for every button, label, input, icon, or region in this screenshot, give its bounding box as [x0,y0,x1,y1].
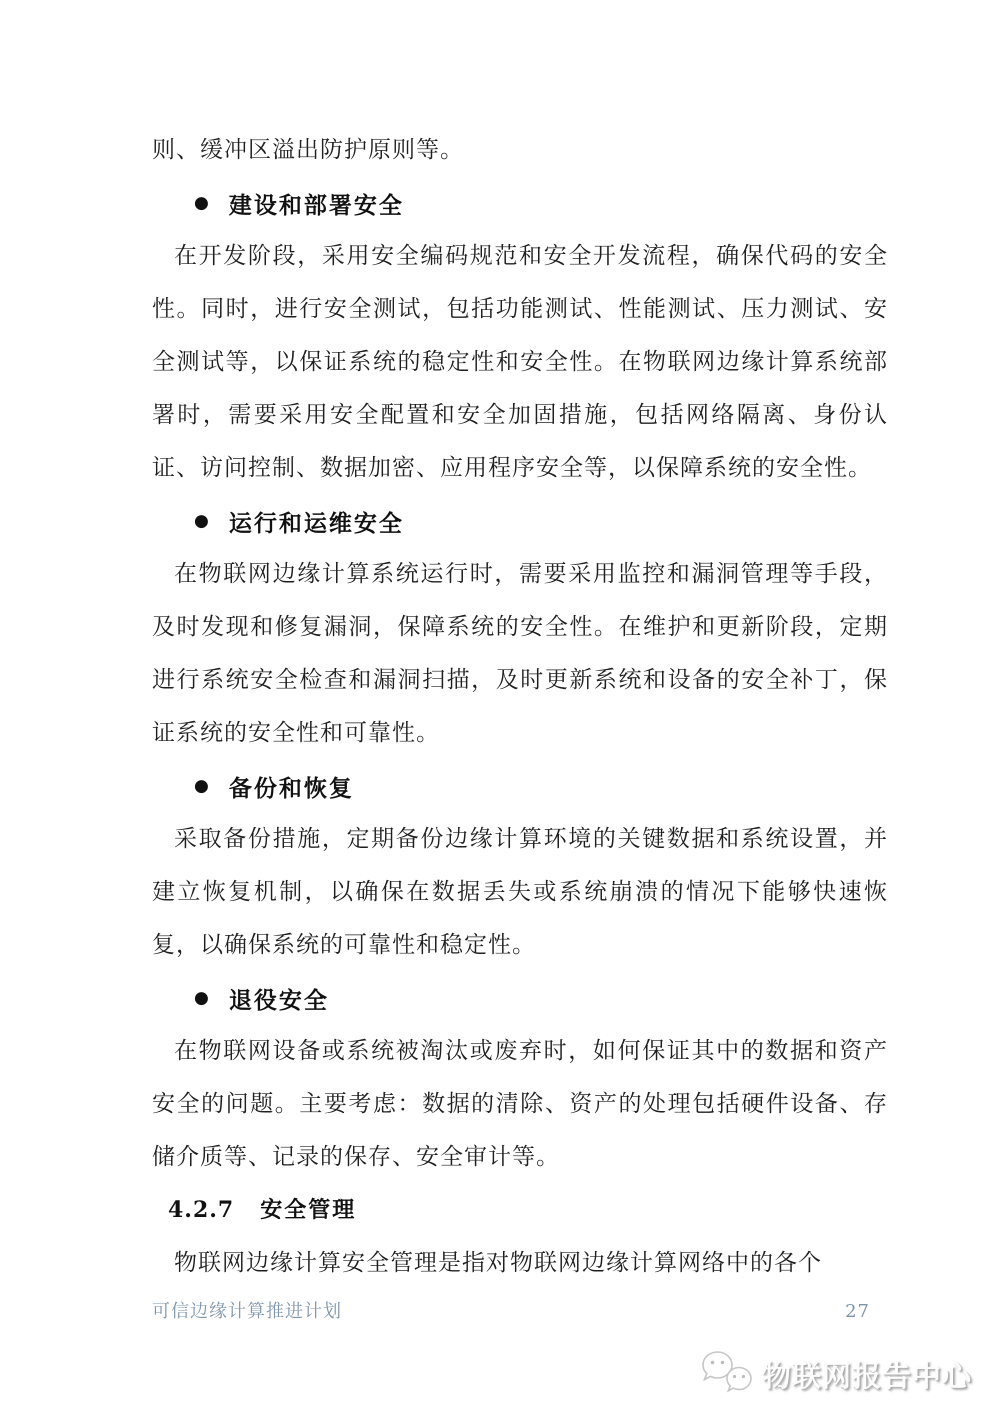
watermark-text: 物联网报告中心 [761,1358,972,1393]
bullet-heading: 退役安全 [228,987,329,1014]
page-number: 27 [845,1301,870,1322]
bullet-heading: 建设和部署安全 [228,192,404,219]
continuation-line: 则、缓冲区溢出防护原则等。 [152,137,464,163]
bullet-heading-row [152,177,888,230]
watermark-logo [700,1348,972,1400]
section-heading-4-2-7 [152,1184,888,1237]
sections-container [152,177,888,1184]
section-paragraph: 在物联网边缘计算系统运行时，需要采用监控和漏洞管理等手段，及时发现和修复漏洞，保障系统的安全性。在维护和更新阶段，定期进行系统安全检查和漏洞扫描，及时更新系统和设备的安全补丁，保证系统的安全性和可靠性。 [152,561,888,746]
bullet-icon: ● [194,988,209,1008]
page-content [152,124,888,1290]
section-number: 4.2.7 [168,1197,235,1223]
bullet-heading: 备份和恢复 [228,775,354,802]
bullet-heading-row [152,972,888,1025]
bullet-heading-row [152,495,888,548]
bullet-heading-row [152,760,888,813]
section-title: 安全管理 [260,1197,357,1223]
closing-paragraph: 物联网边缘计算安全管理是指对物联网边缘计算网络中的各个 [174,1250,822,1276]
bullet-heading: 运行和运维安全 [228,510,404,537]
section-paragraph: 在物联网设备或系统被淘汰或废弃时，如何保证其中的数据和资产安全的问题。主要考虑：数据的清除、资产的处理包括硬件设备、存储介质等、记录的保存、安全审计等。 [152,1038,888,1170]
bullet-icon: ● [194,193,209,213]
page-footer [152,1297,870,1323]
bullet-icon: ● [194,776,209,796]
section-paragraph: 采取备份措施，定期备份边缘计算环境的关键数据和系统设置，并建立恢复机制，以确保在数据丢失或系统崩溃的情况下能够快速恢复，以确保系统的可靠性和稳定性。 [152,826,888,958]
section-paragraph: 在开发阶段，采用安全编码规范和安全开发流程，确保代码的安全性。同时，进行安全测试，包括功能测试、性能测试、压力测试、安全测试等，以保证系统的稳定性和安全性。在物联网边缘计算系统部署时，需要采用安全配置和安全加固措施，包括网络隔离、身份认证、访问控制、数据加密、应用程序安全等，以保障系统的安全性。 [152,243,888,481]
footer-document-title: 可信边缘计算推进计划 [152,1301,342,1322]
chat-bubbles-icon [700,1348,754,1400]
bullet-icon: ● [194,511,209,531]
